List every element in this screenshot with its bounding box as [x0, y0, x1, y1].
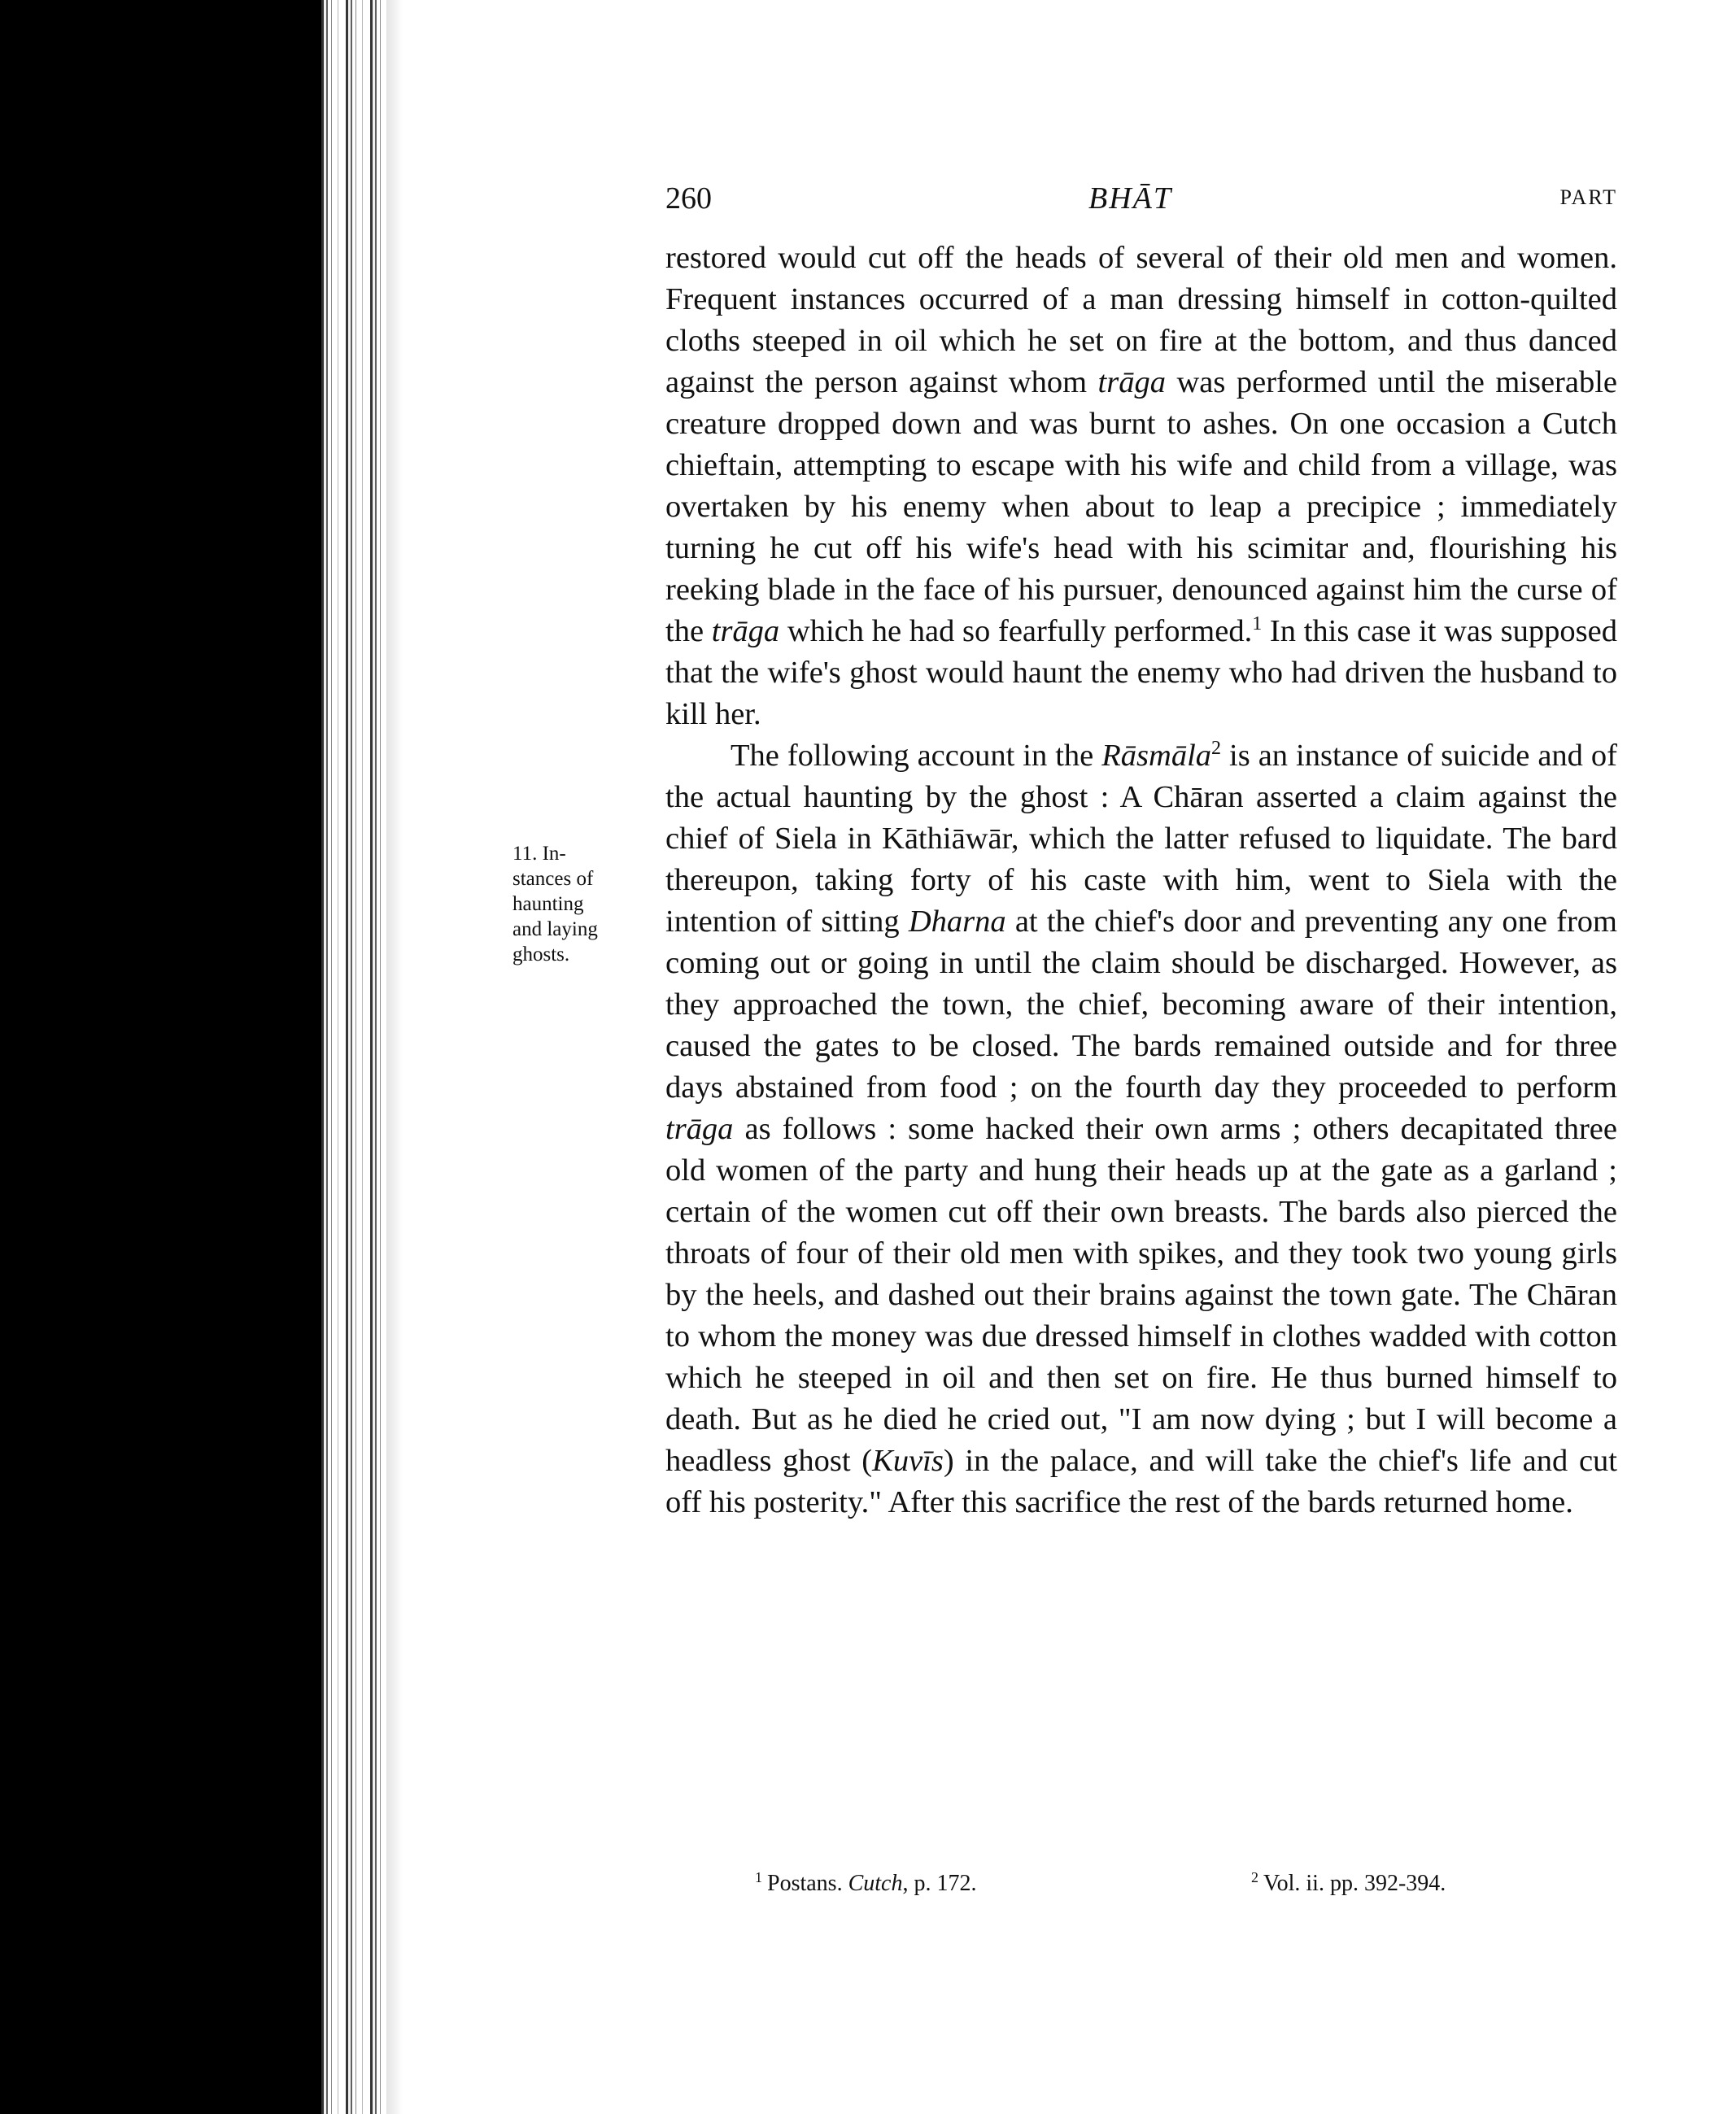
text-run: ) in the palace, and will take the chief's life and cut off his posterity." After this sacrifice the rest of the bards returned home. [665, 1444, 1617, 1519]
text-run: In this case it was supposed that the wife's ghost would haunt the enemy who had driven the husband to kill her. [665, 614, 1617, 731]
part-label: PART [1559, 185, 1617, 209]
footnote-reference: 2 [1211, 738, 1222, 759]
scan-binding-shadow [321, 0, 386, 2114]
margin-note-line: ghosts. [513, 944, 570, 965]
italic-term: trāga [711, 614, 780, 648]
text-run: at the chief's door and preventing any one from coming out or going in until the claim should be discharged. However, as they approached the town, the chief, becoming aware of their intention, caused the gates to be closed. The bards remained outside and for three days abstained from food ; on the fourth day they proceeded to perform [665, 904, 1617, 1105]
text-run: is an instance of suicide and of the actual haunting by the ghost : A Chāran asserted a claim against the chief of Siela in Kāthiāwār, which the latter refused to liquidate. The bard thereupon, taking forty of his caste with him, went to Siela with the intention of sitting [665, 739, 1617, 939]
italic-term: Rāsmāla [1101, 739, 1212, 773]
italic-term: trāga [1097, 365, 1166, 399]
footnote-author: Postans. [767, 1871, 843, 1896]
paragraph-2 [665, 735, 1617, 1523]
margin-note-line: 11. In- [513, 843, 566, 865]
italic-term: Dharna [908, 904, 1006, 939]
footnotes [665, 1869, 1617, 1902]
text-run: The following account in the [731, 739, 1102, 773]
page-header [665, 181, 1617, 221]
body-text [665, 238, 1617, 1523]
footnote-work: Cutch [848, 1871, 903, 1896]
footnote-2 [1251, 1869, 1446, 1897]
footnote-mark: 2 [1251, 1869, 1258, 1885]
scan-binding-edge [0, 0, 321, 2114]
footnote-reference: 1 [1252, 613, 1263, 634]
margin-note-line: and laying [513, 918, 598, 940]
margin-note [513, 841, 659, 967]
text-run: was performed until the miserable creature dropped down and was burnt to ashes. On one occasion a Cutch chieftain, attempting to escape with his wife and child from a village, was overtaken by his enemy when about to leap a precipice ; immediately turning he cut off his wife's head with his scimitar and, flourishing his reeking blade in the face of his pursuer, denounced against him the curse of the [665, 365, 1617, 648]
page-number: 260 [665, 181, 712, 216]
running-title: BHĀT [1088, 181, 1172, 216]
scan-binding-gradient [386, 0, 403, 2114]
footnote-1 [755, 1869, 976, 1897]
paragraph-1 [665, 238, 1617, 735]
italic-term: Kuvīs [872, 1444, 944, 1478]
text-run: as follows : some hacked their own arms ; others decapitated three old women of the party and hung their heads up at the gate as a garland ; certain of the women cut off their own breasts. The bards also pierced the throats of four of their old men with spikes, and they took two young girls by the heels, and dashed out their brains against the town gate. The Chāran to whom the money was due dressed himself in clothes wadded with cotton which he steeped in oil and then set on fire. He thus burned himself to death. But as he died he cried out, "I am now dying ; but I will become a headless ghost ( [665, 1112, 1617, 1478]
margin-note-line: haunting [513, 893, 584, 915]
footnote-text: Vol. ii. pp. 392-394. [1263, 1871, 1446, 1896]
text-run: restored would cut off the heads of several of their old men and women. Frequent instances occurred of a man dressing himself in cotton-quilted cloths steeped in oil which he set on fire at the bottom, and thus danced against the person against whom [665, 241, 1617, 399]
footnote-page: , p. 172. [902, 1871, 977, 1896]
footnote-mark: 1 [755, 1869, 762, 1885]
italic-term: trāga [665, 1112, 734, 1146]
margin-note-line: stances of [513, 868, 594, 890]
text-run: which he had so fearfully performed. [779, 614, 1253, 648]
